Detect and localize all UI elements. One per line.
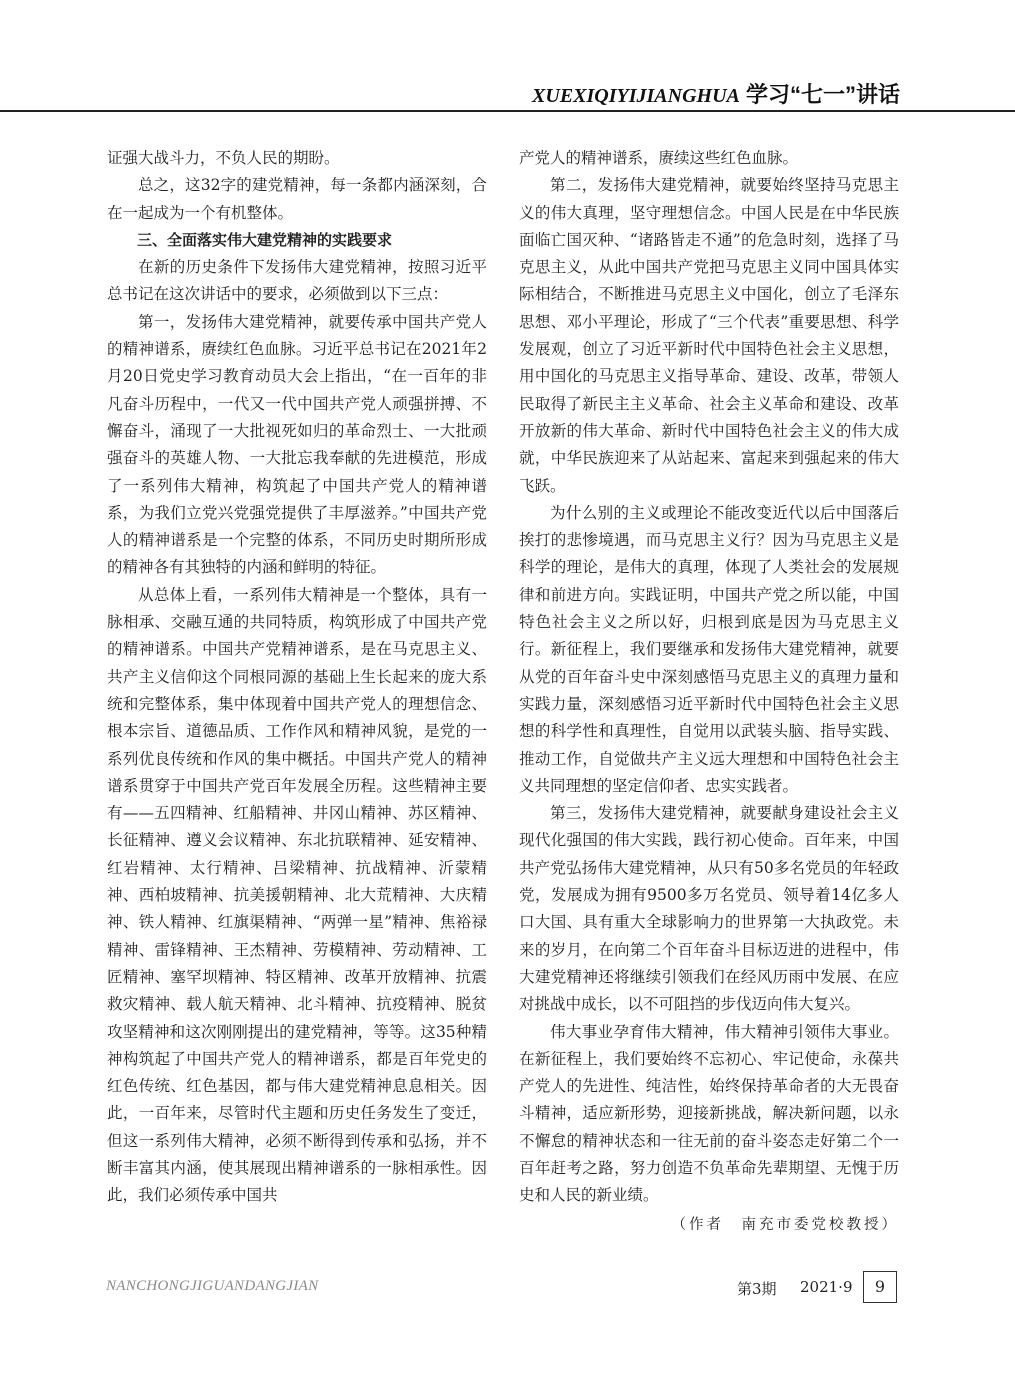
paragraph: 第三，发扬伟大建党精神，就要献身建设社会主义现代化强国的伟大实践，践行初心使命。百年来，中国共产党弘扬伟大建党精神，从只有50多名党员的年轻政党，发展成为拥有9500多万名党员、领导着14亿多人口大国、具有重大全球影响力的世界第一大执政党。未来的岁月，在向第二个百年奋斗目标迈进的进程中，伟大建党精神还将继续引领我们在经风历雨中发展、在应对挑战中成长，以不可阻挡的步伐迈向伟大复兴。	[519, 804, 899, 1014]
section-title-pinyin: XUEXIQIYIJIANGHUA	[532, 85, 740, 107]
paragraph: 第一，发扬伟大建党精神，就要传承中国共产党人的精神谱系，赓续红色血脉。习近平总书记在2021年2月20日党史学习教育动员大会上指出，“在一百年的非凡奋斗历程中，一代又一代中国共产党人顽强拼搏、不懈奋斗，涌现了一大批视死如归的革命烈士、一大批顽强奋斗的英雄人物、一大批忘我奉献的先进模范，形成了一系列伟大精神，构筑起了中国共产党人的精神谱系，为我们立党兴党强党提供了丰厚滋养。”中国共产党人的精神谱系是一个完整的体系，不同历史时期所形成的精神各有其独特的内涵和鲜明的特征。	[107, 312, 487, 577]
paragraph-continuation: 产党人的精神谱系，赓续这些红色血脉。	[519, 149, 799, 167]
page-header	[0, 72, 1015, 112]
author-byline: （作者 南充市委党校教授）	[671, 1216, 899, 1233]
page-number: 9	[863, 1271, 897, 1303]
section-heading: 三、全面落实伟大建党精神的实践要求	[137, 230, 393, 249]
page-footer	[0, 1268, 1015, 1308]
paragraph: 在新的历史条件下发扬伟大建党精神，按照习近平总书记在这次讲话中的要求，必须做到以下三点：	[107, 258, 487, 304]
paragraph-continuation: 证强大战斗力，不负人民的期盼。	[107, 149, 340, 167]
paragraph: 为什么别的主义或理论不能改变近代以后中国落后挨打的悲惨境遇，而马克思主义行？因为马克思主义是科学的理论，是伟大的真理，体现了人类社会的发展规律和前进方向。实践证明，中国共产党之所以能，中国特色社会主义之所以好，归根到底是因为马克思主义行。新征程上，我们要继承和发扬伟大建党精神，就要从党的百年奋斗史中深刻感悟马克思主义的真理力量和实践力量，深刻感悟习近平新时代中国特色社会主义思想的科学性和真理性，自觉用以武装头脑、指导实践、推动工作，自觉做共产主义远大理想和中国特色社会主义共同理想的坚定信仰者、忠实实践者。	[519, 503, 899, 795]
header-divider	[0, 110, 1015, 112]
right-text-column	[519, 145, 899, 1239]
section-title-chinese: 学习“七一”讲话	[745, 82, 900, 107]
left-text-column	[107, 145, 487, 1210]
journal-name: NANCHONGJIGUANDANGJIAN	[106, 1278, 319, 1294]
issue-number: 第3期	[737, 1280, 777, 1298]
section-title	[532, 78, 900, 109]
paragraph: 伟大事业孕育伟大精神，伟大精神引领伟大事业。在新征程上，我们要始终不忘初心、牢记使命，永葆共产党人的先进性、纯洁性，始终保持革命者的大无畏奋斗精神，适应新形势，迎接新挑战，解决新问题，以永不懈怠的精神状态和一往无前的奋斗姿态走好第二个一百年赶考之路，努力创造不负革命先辈期望、无愧于历史和人民的新业绩。	[519, 1022, 899, 1205]
issue-date: 2021·9	[800, 1278, 853, 1296]
paragraph: 总之，这32字的建党精神，每一条都内涵深刻，合在一起成为一个有机整体。	[107, 176, 487, 222]
paragraph: 第二，发扬伟大建党精神，就要始终坚持马克思主义的伟大真理，坚守理想信念。中国人民是在中华民族面临亡国灭种、“诸路皆走不通”的危急时刻，选择了马克思主义，从此中国共产党把马克思主义同中国具体实际相结合，不断推进马克思主义中国化，创立了毛泽东思想、邓小平理论，形成了“三个代表”重要思想、科学发展观，创立了习近平新时代中国特色社会主义思想，用中国化的马克思主义指导革命、建设、改革，带领人民取得了新民主主义革命、社会主义革命和建设、改革开放新的伟大革命、新时代中国特色社会主义的伟大成就，中华民族迎来了从站起来、富起来到强起来的伟大飞跃。	[519, 176, 899, 495]
paragraph: 从总体上看，一系列伟大精神是一个整体，具有一脉相承、交融互通的共同特质，构筑形成了中国共产党的精神谱系。中国共产党精神谱系，是在马克思主义、共产主义信仰这个同根同源的基础上生长起来的庞大系统和完整体系，集中体现着中国共产党人的理想信念、根本宗旨、道德品质、工作作风和精神风貌，是党的一系列优良传统和作风的集中概括。中国共产党人的精神谱系贯穿于中国共产党百年发展全历程。这些精神主要有——五四精神、红船精神、井冈山精神、苏区精神、长征精神、遵义会议精神、东北抗联精神、延安精神、红岩精神、太行精神、吕梁精神、抗战精神、沂蒙精神、西柏坡精神、抗美援朝精神、北大荒精神、大庆精神、铁人精神、红旗渠精神、“两弹一星”精神、焦裕禄精神、雷锋精神、王杰精神、劳模精神、劳动精神、工匠精神、塞罕坝精神、特区精神、改革开放精神、抗震救灾精神、载人航天精神、北斗精神、抗疫精神、脱贫攻坚精神和这次刚刚提出的建党精神，等等。这35种精神构筑起了中国共产党人的精神谱系，都是百年党史的红色传统、红色基因，都与伟大建党精神息息相关。因此，一百年来，尽管时代主题和历史任务发生了变迁，但这一系列伟大精神，必须不断得到传承和弘扬，并不断丰富其内涵，使其展现出精神谱系的一脉相承性。因此，我们必须传承中国共	[107, 585, 487, 1205]
